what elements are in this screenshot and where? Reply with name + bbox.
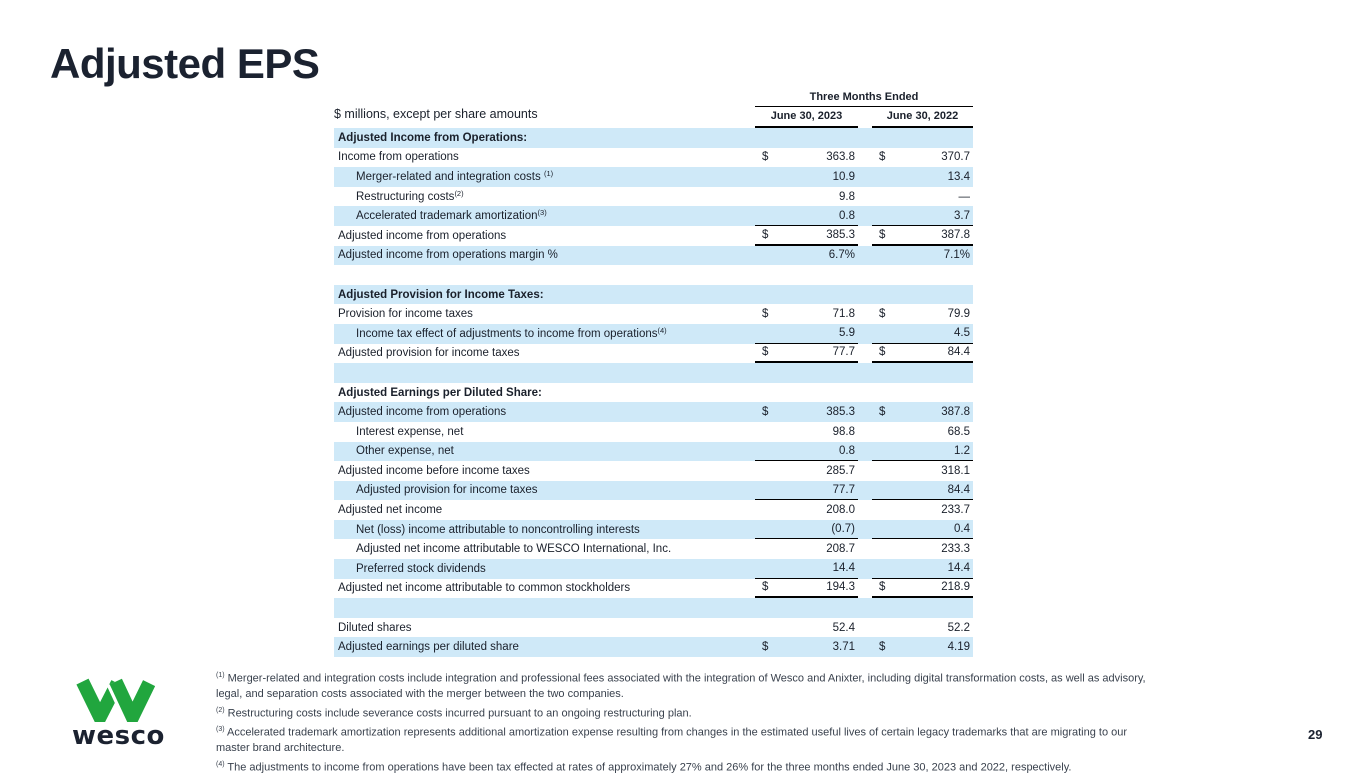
footnote-marker: (1) (216, 672, 225, 679)
value-cell-2022 (872, 539, 973, 559)
footnote-marker: (4) (216, 760, 225, 768)
value-cell-2023 (755, 128, 858, 148)
value-cell-2023 (755, 363, 858, 383)
row-label (334, 363, 755, 383)
value-cell-2023 (755, 187, 858, 207)
value-cell-2023 (755, 383, 858, 403)
value-cell-2022 (872, 461, 973, 481)
value-cell-2023 (755, 344, 858, 364)
value-cell-2023 (755, 324, 858, 344)
table-row (334, 206, 973, 226)
value-cell-2023 (755, 500, 858, 520)
page-number: 29 (1308, 727, 1323, 742)
row-label: Merger-related and integration costs (1) (356, 168, 554, 183)
value-cell-2022 (872, 128, 973, 148)
dollar-sign: $ (762, 308, 769, 321)
row-label: Accelerated trademark amortization (3) (356, 208, 547, 223)
row-label: Adjusted earnings per diluted share (338, 641, 519, 654)
cell-value: 194.3 (826, 581, 855, 594)
row-label: Adjusted net income attributable to common stockholders (338, 582, 631, 595)
table-row-blank (334, 598, 973, 618)
cell-value: 77.7 (832, 346, 855, 359)
cell-value: 385.3 (826, 406, 855, 419)
value-cell-2022 (872, 422, 973, 442)
row-label: Restructuring costs (2) (356, 188, 464, 203)
cell-value: 233.3 (941, 543, 970, 556)
cell-value: 208.7 (826, 543, 855, 556)
cell-value: 52.4 (832, 621, 855, 634)
table-row-blank (334, 363, 973, 383)
value-cell-2022 (872, 559, 973, 579)
table-row (334, 226, 973, 246)
value-cell-2022 (872, 618, 973, 638)
cell-value: 218.9 (941, 581, 970, 594)
table-row (334, 246, 973, 266)
value-cell-2023 (755, 559, 858, 579)
cell-value: 84.4 (947, 346, 970, 359)
column-gap (858, 108, 872, 128)
table-row (334, 383, 973, 403)
row-label: Adjusted provision for income taxes (356, 484, 538, 497)
value-cell-2022 (872, 363, 973, 383)
value-cell-2023 (755, 304, 858, 324)
table-row (334, 579, 973, 599)
value-cell-2023 (755, 167, 858, 187)
dollar-sign: $ (879, 581, 886, 594)
cell-value: 233.7 (941, 504, 970, 517)
value-cell-2022 (872, 598, 973, 618)
cell-value: 370.7 (941, 151, 970, 164)
footnote: $^{(3)}$ Accelerated trademark amortization represents additional amortization expense resulting from changes in the estimated useful lives of certain legacy trademarks that are migrating to our master brand architecture. (216, 726, 1128, 755)
cell-value: (0.7) (831, 523, 855, 536)
row-label: Adjusted income from operations (338, 229, 507, 242)
value-cell-2023 (755, 285, 858, 305)
cell-value: — (958, 190, 970, 203)
table-row (334, 324, 973, 344)
table-row (334, 402, 973, 422)
cell-value: 14.4 (947, 562, 970, 575)
cell-value: 387.8 (941, 406, 970, 419)
cell-value: 0.4 (954, 523, 970, 536)
cell-value: 98.8 (832, 425, 855, 438)
footnote-marker: (3) (216, 726, 225, 734)
value-cell-2023 (755, 539, 858, 559)
dollar-sign: $ (762, 346, 769, 359)
table-row (334, 559, 973, 579)
table-row (334, 167, 973, 187)
cell-value: 387.8 (941, 228, 970, 241)
table-caption: $ millions, except per share amounts (334, 107, 538, 121)
value-cell-2023 (755, 265, 858, 285)
table-row (334, 461, 973, 481)
cell-value: 13.4 (947, 170, 970, 183)
page-title: Adjusted EPS (50, 40, 320, 87)
value-cell-2022 (872, 383, 973, 403)
group-header: Three Months Ended (755, 91, 973, 107)
cell-value: 318.1 (941, 464, 970, 477)
table-body (334, 128, 973, 657)
row-label: Adjusted income from operations (338, 406, 507, 419)
dollar-sign: $ (879, 151, 886, 164)
value-cell-2022 (872, 579, 973, 599)
value-cell-2022 (872, 226, 973, 246)
cell-value: 1.2 (954, 444, 970, 457)
row-label: Income tax effect of adjustments to income from operations (4) (356, 325, 667, 340)
value-cell-2022 (872, 442, 973, 462)
table-row-blank (334, 265, 973, 285)
dollar-sign: $ (879, 308, 886, 321)
cell-value: 285.7 (826, 464, 855, 477)
cell-value: 84.4 (947, 483, 970, 496)
row-label: Interest expense, net (356, 425, 464, 438)
value-cell-2022 (872, 481, 973, 501)
dollar-sign: $ (879, 228, 886, 241)
adjusted-eps-table (334, 88, 973, 657)
row-label: Adjusted net income (338, 504, 443, 517)
footnote: $^{(4)}$ The adjustments to income from operations have been tax effected at rates of approximately 27% and 26% for the three months ended June 30, 2023 and 2022, respectively. (216, 760, 1072, 774)
value-cell-2022 (872, 402, 973, 422)
row-label: Provision for income taxes (338, 308, 473, 321)
row-label: Adjusted income from operations margin % (338, 249, 558, 262)
value-cell-2022 (872, 265, 973, 285)
value-cell-2022 (872, 324, 973, 344)
cell-value: 4.5 (954, 327, 970, 340)
cell-value: 4.19 (947, 641, 970, 654)
cell-value: 0.8 (839, 444, 855, 457)
dollar-sign: $ (762, 641, 769, 654)
value-cell-2023 (755, 226, 858, 246)
value-cell-2022 (872, 304, 973, 324)
value-cell-2022 (872, 520, 973, 540)
cell-value: 14.4 (832, 562, 855, 575)
row-label: Adjusted Earnings per Diluted Share: (338, 386, 542, 399)
cell-value: 385.3 (826, 228, 855, 241)
row-label (334, 265, 755, 285)
column-header-2022: June 30, 2022 (872, 108, 973, 128)
cell-value: 9.8 (839, 190, 855, 203)
table-row (334, 344, 973, 364)
footnotes (216, 668, 1156, 776)
table-row (334, 618, 973, 638)
row-label: Income from operations (338, 151, 459, 164)
footnote: $^{(1)}$ Merger-related and integration costs include integration and professional fees associated with the integration of Wesco and Anixter, including digital transformation costs, as well as advisory, legal, and separation costs associated with the merger between the two companies. (216, 672, 1146, 701)
row-label: Other expense, net (356, 445, 454, 458)
footnote: $^{(2)}$ Restructuring costs include severance costs incurred pursuant to an ongoing restructuring plan. (216, 706, 692, 720)
value-cell-2022 (872, 148, 973, 168)
row-label: Net (loss) income attributable to noncontrolling interests (356, 523, 640, 536)
row-label: Preferred stock dividends (356, 562, 486, 575)
cell-value: 5.9 (839, 327, 855, 340)
table-row (334, 148, 973, 168)
value-cell-2022 (872, 500, 973, 520)
table-row (334, 481, 973, 501)
row-label: Diluted shares (338, 621, 412, 634)
value-cell-2023 (755, 148, 858, 168)
value-cell-2023 (755, 579, 858, 599)
value-cell-2023 (755, 637, 858, 657)
cell-value: 208.0 (826, 504, 855, 517)
row-label: Adjusted Income from Operations: (338, 131, 528, 144)
value-cell-2022 (872, 206, 973, 226)
value-cell-2023 (755, 481, 858, 501)
value-cell-2023 (755, 206, 858, 226)
row-label: Adjusted income before income taxes (338, 464, 530, 477)
dollar-sign: $ (762, 228, 769, 241)
table-row (334, 539, 973, 559)
row-label: Adjusted Provision for Income Taxes: (338, 288, 544, 301)
cell-value: 77.7 (832, 483, 855, 496)
table-row (334, 500, 973, 520)
wesco-logo (72, 676, 165, 751)
table-row (334, 422, 973, 442)
value-cell-2023 (755, 402, 858, 422)
cell-value: 71.8 (832, 308, 855, 321)
cell-value: 79.9 (947, 308, 970, 321)
cell-value: 10.9 (832, 170, 855, 183)
cell-value: 6.7% (828, 249, 855, 262)
value-cell-2023 (755, 598, 858, 618)
value-cell-2023 (755, 442, 858, 462)
row-label: Adjusted net income attributable to WESCO International, Inc. (356, 543, 672, 556)
table-row (334, 187, 973, 207)
table-row (334, 520, 973, 540)
cell-value: 3.7 (954, 209, 970, 222)
table-row (334, 442, 973, 462)
value-cell-2023 (755, 422, 858, 442)
dollar-sign: $ (879, 406, 886, 419)
table-row (334, 304, 973, 324)
table-columns-header (755, 91, 973, 128)
value-cell-2023 (755, 461, 858, 481)
value-cell-2023 (755, 246, 858, 266)
wesco-wordmark: wesco (72, 721, 165, 751)
value-cell-2022 (872, 246, 973, 266)
dollar-sign: $ (879, 346, 886, 359)
value-cell-2023 (755, 618, 858, 638)
column-header-2023: June 30, 2023 (755, 108, 858, 128)
value-cell-2022 (872, 637, 973, 657)
dollar-sign: $ (762, 581, 769, 594)
table-row (334, 637, 973, 657)
cell-value: 0.8 (839, 209, 855, 222)
table-header (334, 88, 973, 128)
cell-value: 68.5 (947, 425, 970, 438)
value-cell-2022 (872, 344, 973, 364)
value-cell-2022 (872, 187, 973, 207)
value-cell-2022 (872, 285, 973, 305)
table-row (334, 128, 973, 148)
value-cell-2022 (872, 167, 973, 187)
dollar-sign: $ (879, 641, 886, 654)
table-row (334, 285, 973, 305)
footnote-marker: (2) (216, 706, 225, 714)
wesco-w-icon (75, 676, 155, 722)
dollar-sign: $ (762, 151, 769, 164)
cell-value: 3.71 (832, 641, 855, 654)
dollar-sign: $ (762, 406, 769, 419)
row-label (334, 598, 755, 618)
value-cell-2023 (755, 520, 858, 540)
cell-value: 52.2 (947, 621, 970, 634)
cell-value: 7.1% (943, 249, 970, 262)
cell-value: 363.8 (826, 151, 855, 164)
row-label: Adjusted provision for income taxes (338, 347, 520, 360)
